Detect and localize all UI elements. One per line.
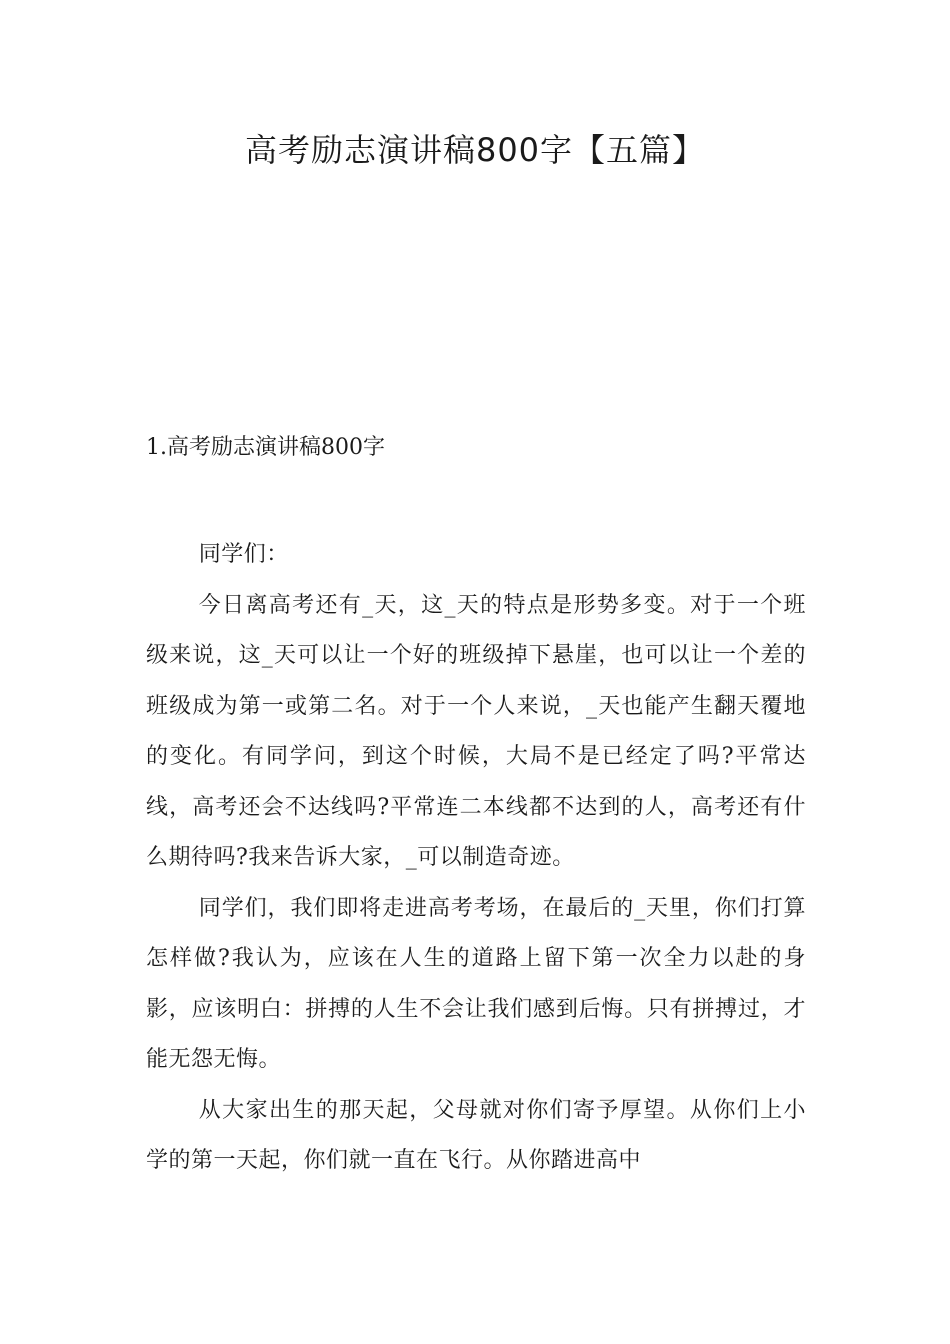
document-body xyxy=(146,530,806,1187)
paragraph-salutation: 同学们： xyxy=(198,542,289,567)
document-title: 高考励志演讲稿800字【五篇】 xyxy=(244,131,706,169)
section-heading: 1.高考励志演讲稿800字 xyxy=(146,435,385,460)
paragraph: 今日离高考还有_天，这_天的特点是形势多变。对于一个班级来说，这_天可以让一个好的班级掉下悬崖，也可以让一个差的班级成为第一或第二名。对于一个人来说，_天也能产生翻天覆地的变化。有同学问，到这个时候，大局不是已经定了吗?平常达线，高考还会不达线吗?平常连二本线都不达到的人，高考还有什么期待吗?我来告诉大家，_可以制造奇迹。 xyxy=(146,592,806,870)
paragraph: 从大家出生的那天起，父母就对你们寄予厚望。从你们上小学的第一天起，你们就一直在飞行。从你踏进高中 xyxy=(146,1097,806,1173)
paragraph: 同学们，我们即将走进高考考场，在最后的_天里，你们打算怎样做?我认为，应该在人生的道路上留下第一次全力以赴的身影，应该明白：拼搏的人生不会让我们感到后悔。只有拼搏过，才能无怨无悔。 xyxy=(146,895,806,1072)
